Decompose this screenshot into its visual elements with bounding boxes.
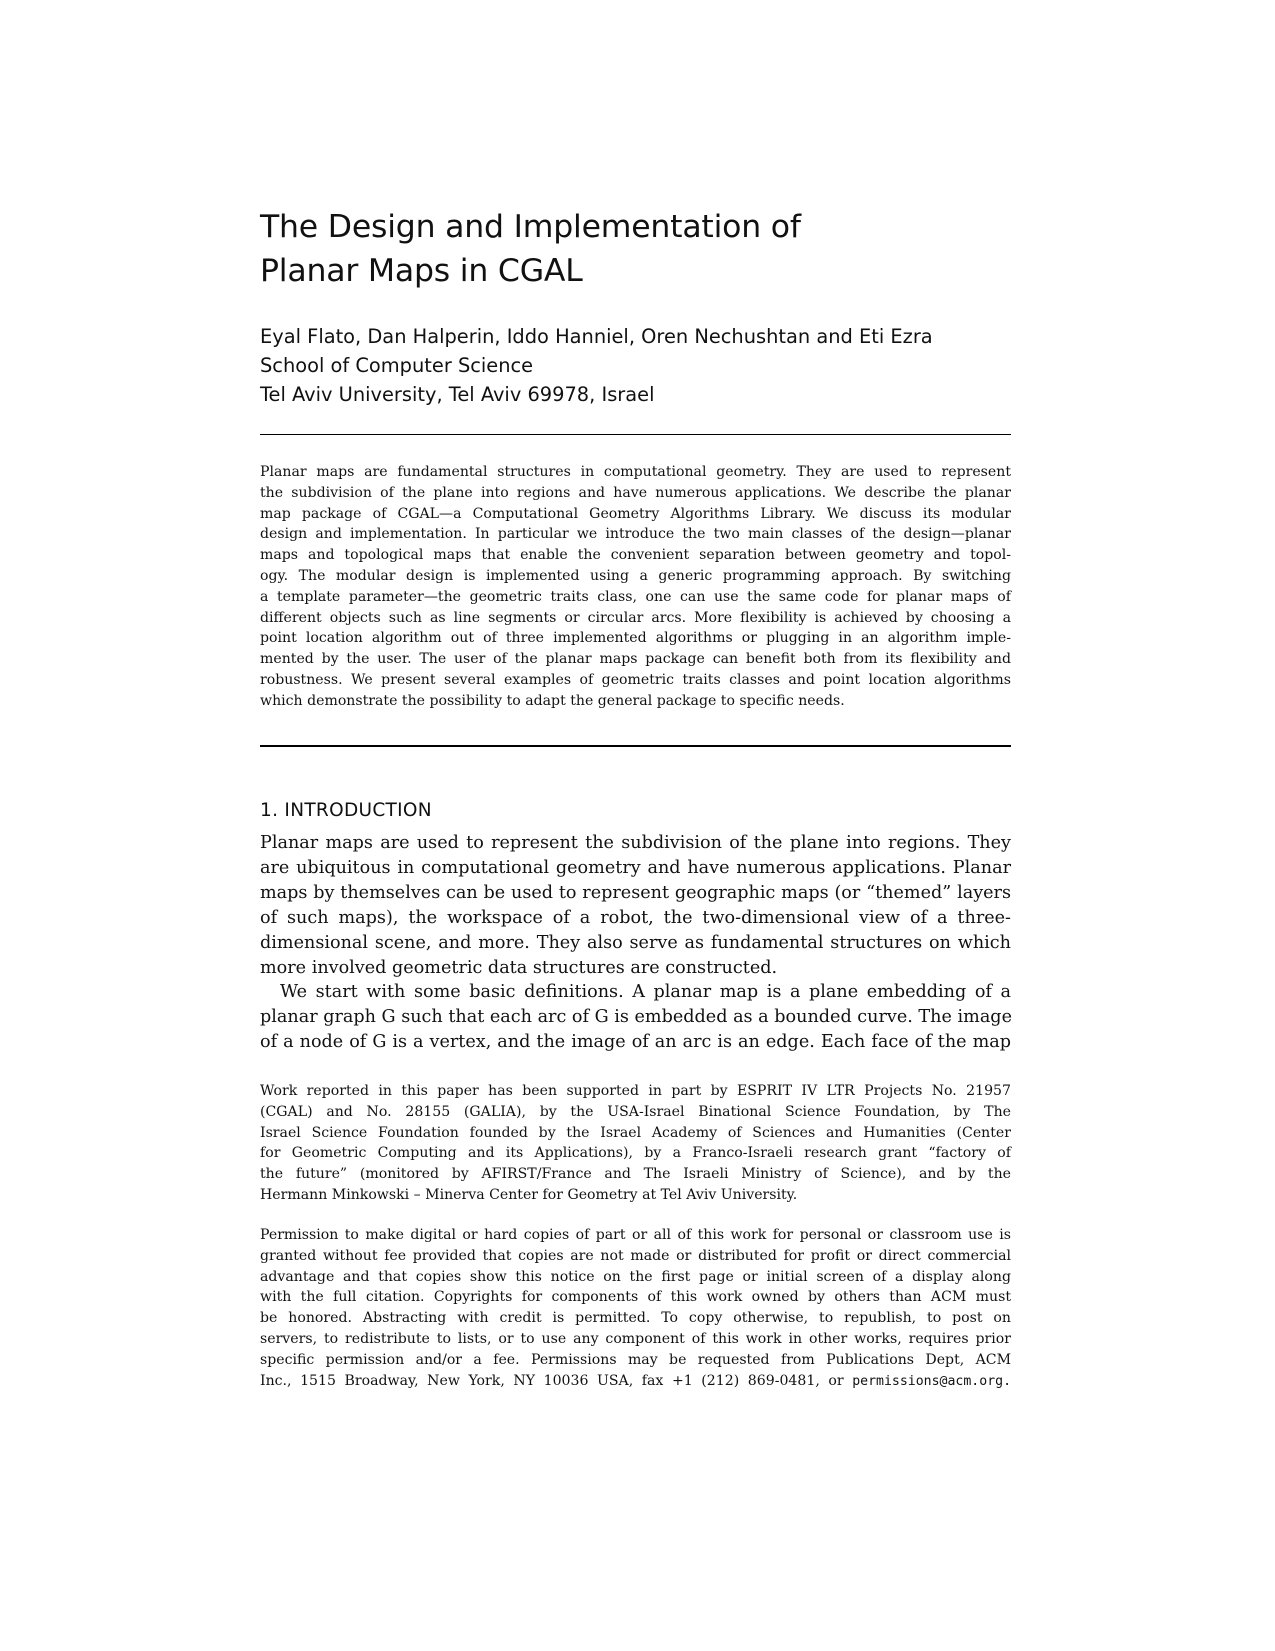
footnote-line: Work reported in this paper has been supported in part by ESPRIT IV LTR Projects No. 21957 (260, 1083, 1011, 1099)
abstract-top-rule (260, 434, 1011, 435)
footnote-line: the future” (monitored by AFIRST/France and The Israeli Ministry of Science), and by the (260, 1166, 1011, 1183)
section-heading-introduction: 1. INTRODUCTION (260, 800, 432, 821)
footnote-line: (CGAL) and No. 28155 (GALIA), by the USA-Israel Binational Science Foundation, by The (260, 1103, 1011, 1120)
footnote-line: with the full citation. Copyrights for components of this work owned by others than ACM must (260, 1289, 1011, 1306)
body-line: planar graph G such that each arc of G is embedded as a bounded curve. The image (260, 1007, 1012, 1028)
abstract-line: mented by the user. The user of the planar maps package can benefit both from its flexibility and (260, 651, 1011, 668)
paper-title (260, 205, 1020, 293)
introduction-body (260, 831, 1011, 1055)
body-line: more involved geometric data structures are constructed. (260, 957, 778, 978)
body-line: are ubiquitous in computational geometry and have numerous applications. Planar (260, 857, 1011, 878)
funding-footnote (260, 1081, 1011, 1206)
permission-footnote (260, 1225, 1011, 1392)
permissions-email-link[interactable]: permissions@acm.org. (852, 1373, 1012, 1389)
body-line: maps by themselves can be used to represent geographic maps (or “themed” layers (260, 882, 1011, 903)
body-line: of a node of G is a vertex, and the image of an arc is an edge. Each face of the map (260, 1032, 1011, 1053)
abstract-line: a template parameter—the geometric traits class, one can use the same code for planar maps of (260, 588, 1011, 605)
abstract-line: the subdivision of the plane into regions and have numerous applications. We describe the planar (260, 484, 1011, 501)
footnote-line: for Geometric Computing and its Applications), by a Franco-Israeli research grant “factory of (260, 1145, 1011, 1162)
footnote-line: granted without fee provided that copies are not made or distributed for profit or direct commercial (260, 1247, 1011, 1264)
abstract-line: maps and topological maps that enable the convenient separation between geometry and topol- (260, 547, 1011, 564)
author-department: School of Computer Science (260, 354, 534, 377)
abstract-line: map package of CGAL—a Computational Geometry Algorithms Library. We discuss its modular (260, 505, 1011, 522)
author-names: Eyal Flato, Dan Halperin, Iddo Hanniel, Oren Nechushtan and Eti Ezra (260, 325, 933, 348)
footnote-line: servers, to redistribute to lists, or to use any component of this work in other works, requires prior (260, 1330, 1011, 1347)
footnote-line: Permission to make digital or hard copies of part or all of this work for personal or classroom use is (260, 1227, 1011, 1243)
body-line: dimensional scene, and more. They also serve as fundamental structures on which (260, 932, 1011, 953)
footnote-line: specific permission and/or a fee. Permissions may be requested from Publications Dept, ACM (260, 1351, 1011, 1368)
abstract-line: which demonstrate the possibility to adapt the general package to specific needs. (260, 692, 845, 709)
abstract-line: robustness. We present several examples of geometric traits classes and point location algorithms (260, 671, 1011, 688)
author-block (260, 322, 1020, 409)
abstract-bottom-rule (260, 745, 1011, 747)
abstract-line: design and implementation. In particular we introduce the two main classes of the design—planar (260, 526, 1011, 543)
abstract-line: different objects such as line segments or circular arcs. More flexibility is achieved by choosing a (260, 609, 1011, 626)
abstract-line: ogy. The modular design is implemented using a generic programming approach. By switching (260, 567, 1011, 584)
footnote-line: advantage and that copies show this notice on the first page or initial screen of a display along (260, 1268, 1011, 1285)
abstract-line: Planar maps are fundamental structures in computational geometry. They are used to represent (260, 464, 1011, 480)
title-line-1: The Design and Implementation of (260, 209, 801, 245)
body-line: We start with some basic definitions. A planar map is a plane embedding of a (280, 982, 1011, 1003)
footnote-line: be honored. Abstracting with credit is permitted. To copy otherwise, to republish, to post on (260, 1310, 1011, 1327)
footnote-line: Hermann Minkowski – Minerva Center for Geometry at Tel Aviv University. (260, 1186, 798, 1203)
author-institution: Tel Aviv University, Tel Aviv 69978, Israel (260, 383, 655, 406)
footnote-line: Israel Science Foundation founded by the Israel Academy of Sciences and Humanities (Center (260, 1124, 1011, 1141)
body-line: Planar maps are used to represent the subdivision of the plane into regions. They (260, 833, 1011, 853)
title-line-2: Planar Maps in CGAL (260, 253, 583, 289)
abstract-line: point location algorithm out of three implemented algorithms or plugging in an algorithm imple- (260, 630, 1011, 647)
footnote-line-text: Inc., 1515 Broadway, New York, NY 10036 USA, fax +1 (212) 869-0481, or (260, 1372, 844, 1389)
abstract (260, 462, 1011, 712)
footnote-line (260, 1371, 1011, 1393)
body-line: of such maps), the workspace of a robot, the two-dimensional view of a three- (260, 907, 1011, 928)
